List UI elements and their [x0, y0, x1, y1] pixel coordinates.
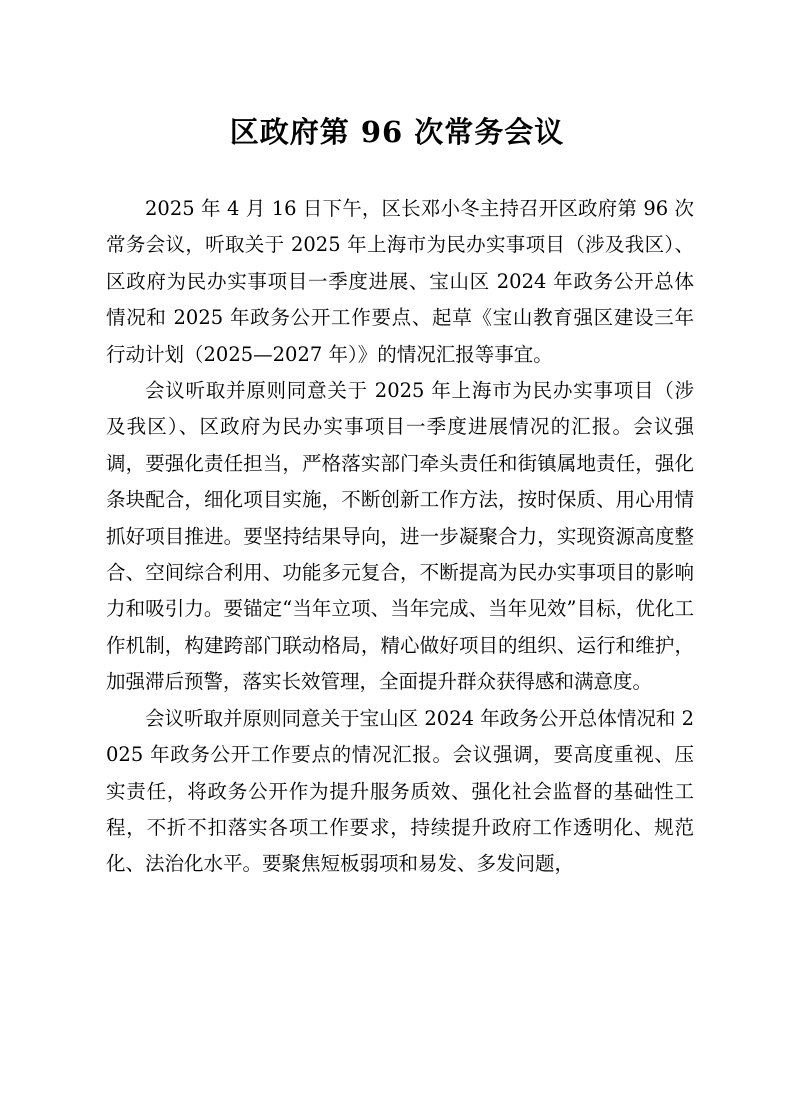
paragraph-government-transparency: 会议听取并原则同意关于宝山区 2024 年政务公开总体情况和 2025 年政务公开工作要点的情况汇报。会议强调，要高度重视、压实责任，将政务公开作为提升服务质效、强化社会监督的基础性工程，不折不扣落实各项工作要求，持续提升政府工作透明化、规范化、法治化水平。要聚焦短板弱项和易发、多发问题，: [106, 706, 694, 876]
document-title: 区政府第 96 次常务会议: [229, 115, 565, 149]
paragraph-practical-projects: 会议听取并原则同意关于 2025 年上海市为民办实事项目（涉及我区）、区政府为民办实事项目一季度进展情况的汇报。会议强调，要强化责任担当，严格落实部门牵头责任和街镇属地责任，强化条块配合，细化项目实施，不断创新工作方法，按时保质、用心用情抓好项目推进。要坚持结果导向，进一步凝聚合力，实现资源高度整合、空间综合利用、功能多元复合，不断提高为民办实事项目的影响力和吸引力。要锚定“当年立项、当年完成、当年见效”目标，优化工作机制，构建跨部门联动格局，精心做好项目的组织、运行和维护，加强滞后预警，落实长效管理，全面提升群众获得感和满意度。: [106, 379, 694, 694]
document-body: [106, 191, 694, 883]
paragraph-meeting-summary: 2025 年 4 月 16 日下午，区长邓小冬主持召开区政府第 96 次常务会议，听取关于 2025 年上海市为民办实事项目（涉及我区）、区政府为民办实事项目一季度进展、宝山区 2024 年政务公开总体情况和 2025 年政务公开工作要点、起草《宝山教育强区建设三年行动计划（2025—2027 年）》的情况汇报等事宜。: [106, 197, 694, 366]
